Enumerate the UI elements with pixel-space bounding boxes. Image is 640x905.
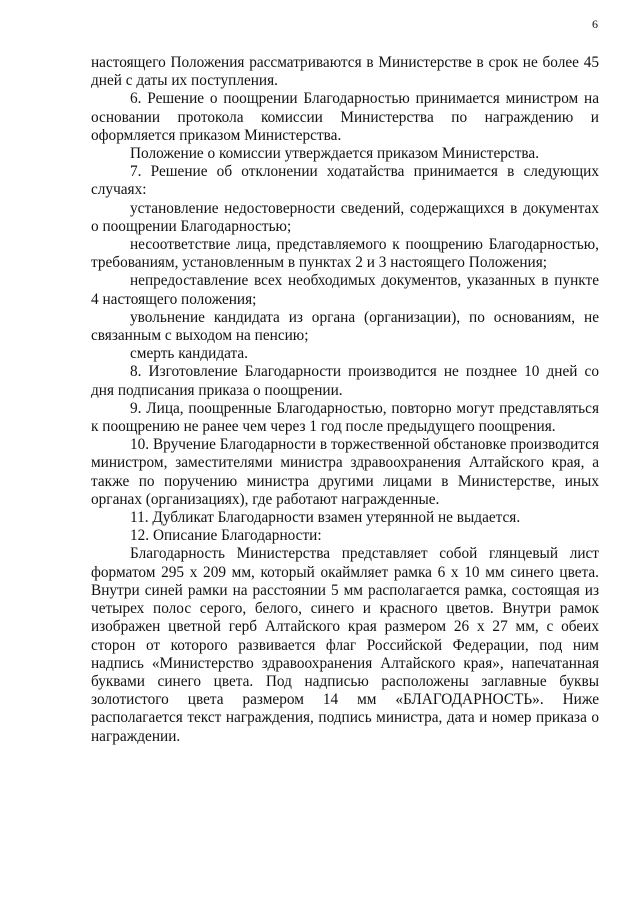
paragraph-item-10: 10. Вручение Благодарности в торжественной обстановке производится министром, заместителями министра здравоохранения Алтайского края, а также по поручению министра другими лицами в Министерстве, иных органах (организациях), где работают награжденные. bbox=[91, 436, 599, 508]
rejection-reason: установление недостоверности сведений, содержащихся в документах о поощрении Благодарностью; bbox=[91, 199, 599, 235]
paragraph-item-9: 9. Лица, поощренные Благодарностью, повторно могут представляться к поощрению не ранее чем через 1 год после предыдущего поощрения. bbox=[91, 399, 599, 436]
document-body bbox=[91, 54, 599, 746]
paragraph-item-11: 11. Дубликат Благодарности взамен утерянной не выдается. bbox=[130, 509, 521, 527]
paragraph-item-12: 12. Описание Благодарности: bbox=[130, 527, 322, 545]
paragraph-item-6: 6. Решение о поощрении Благодарностью принимается министром на основании протокола комиссии Министерства по награждению и оформляется приказом Министерства. bbox=[91, 90, 599, 144]
paragraph-commission-regulation: Положение о комиссии утверждается приказом Министерства. bbox=[130, 145, 540, 163]
paragraph-item-7: 7. Решение об отклонении ходатайства принимается в следующих случаях: bbox=[91, 163, 599, 199]
rejection-reason: несоответствие лица, представляемого к поощрению Благодарностью, требованиям, установленным в пунктах 2 и 3 настоящего Положения; bbox=[91, 236, 599, 272]
rejection-reason: непредоставление всех необходимых документов, указанных в пункте 4 настоящего положения; bbox=[91, 272, 599, 308]
page-number: 6 bbox=[592, 17, 598, 31]
rejection-reason: смерть кандидата. bbox=[130, 345, 248, 363]
paragraph-continuation: настоящего Положения рассматриваются в Министерстве в срок не более 45 дней с даты их поступления. bbox=[91, 54, 599, 90]
paragraph-description: Благодарность Министерства представляет собой глянцевый лист форматом 295 х 209 мм, который окаймляет рамка 6 х 10 мм синего цвета. Внутри синей рамки на расстоянии 5 мм располагается рамка, состоящая из четырех полос серого, белого, синего и красного цветов. Внутри рамок изображен цветной герб Алтайского края размером 26 х 27 мм, с обеих сторон от которого развивается флаг Российской Федерации, под ним надпись «Министерство здравоохранения Алтайского края», напечатанная буквами синего цвета. Под надписью расположены заглавные буквы золотистого цвета размером 14 мм «БЛАГОДАРНОСТЬ». Ниже располагается текст награждения, подпись министра, дата и номер приказа о награждении. bbox=[91, 545, 599, 745]
rejection-reason: увольнение кандидата из органа (организации), по основаниям, не связанным с выходом на пенсию; bbox=[91, 308, 599, 345]
paragraph-item-8: 8. Изготовление Благодарности производится не позднее 10 дней со дня подписания приказа о поощрении. bbox=[91, 363, 599, 399]
